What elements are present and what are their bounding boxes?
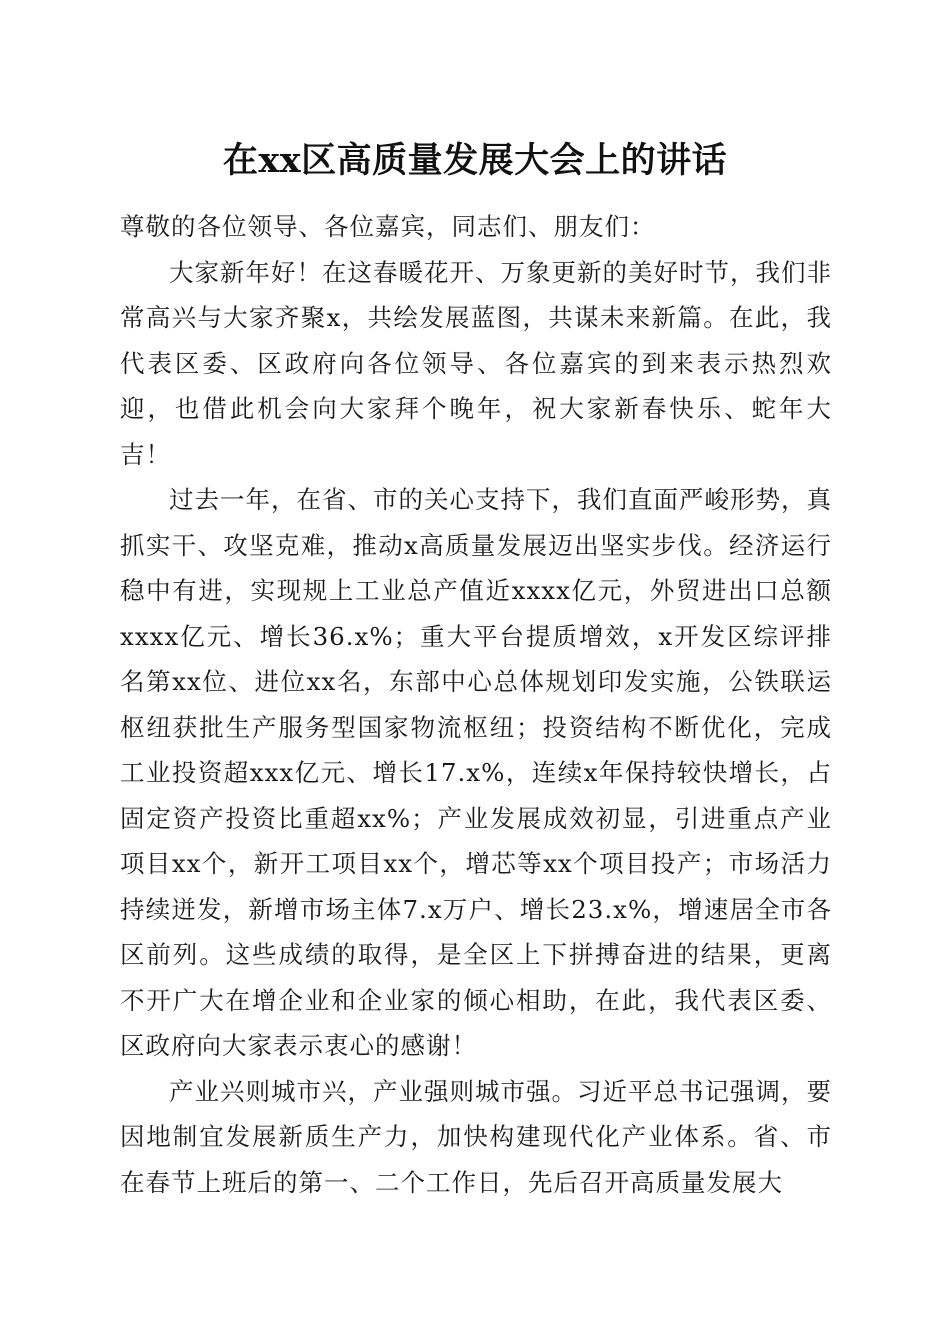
document-title: 在xx区高质量发展大会上的讲话 (222, 140, 728, 181)
paragraph-achievements: 过去一年，在省、市的关心支持下，我们直面严峻形势，真抓实干、攻坚克难，推动x高质量发展迈出坚实步伐。经济运行稳中有进，实现规上工业总产值近xxxx亿元，外贸进出口总额xxxx亿元、增长36.x%；重大平台提质增效，x开发区综评排名第xx位、进位xx名，东部中心总体规划印发实施，公铁联运枢纽获批生产服务型国家物流枢纽；投资结构不断优化，完成工业投资超xxx亿元、增长17.x%，连续x年保持较快增长，占固定资产投资比重超xx%；产业发展成效初显，引进重点产业项目xx个，新开工项目xx个，增芯等xx个项目投产；市场活力持续迸发，新增市场主体7.x万户、增长23.x%，增速居全市各区前列。这些成绩的取得，是全区上下拼搏奋进的结果，更离不开广大在增企业和企业家的倾心相助，在此，我代表区委、区政府向大家表示衷心的感谢！ (120, 485, 832, 1060)
paragraph-industry: 产业兴则城市兴，产业强则城市强。习近平总书记强调，要因地制宜发展新质生产力，加快构建现代化产业体系。省、市在春节上班后的第一、二个工作日，先后召开高质量发展大 (120, 1076, 832, 1197)
salutation: 尊敬的各位领导、各位嘉宾，同志们、朋友们： (120, 212, 656, 241)
paragraph-greeting: 大家新年好！在这春暖花开、万象更新的美好时节，我们非常高兴与大家齐聚x，共绘发展蓝图，共谋未来新篇。在此，我代表区委、区政府向各位领导、各位嘉宾的到来表示热烈欢迎，也借此机会向大家拜个晚年，祝大家新春快乐、蛇年大吉！ (120, 257, 832, 469)
document-body (120, 204, 832, 1205)
